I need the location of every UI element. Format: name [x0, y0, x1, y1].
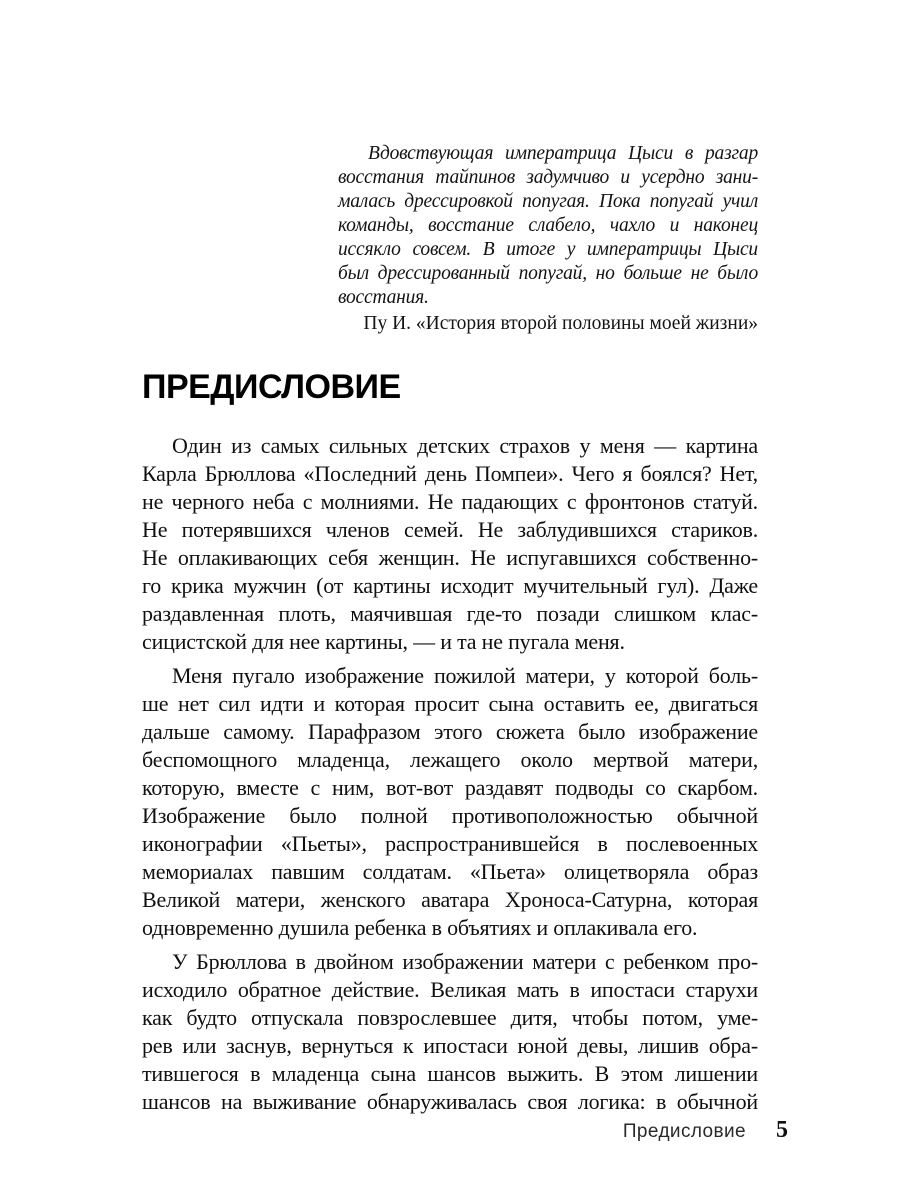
text-line: го крика мужчин (от картины исходит мучительный гул). Даже [142, 573, 758, 598]
body-text [142, 432, 758, 1116]
epigraph-line: иссякло совсем. В итоге у императрицы Цыси [338, 239, 758, 260]
epigraph-line: команды, восстание слабело, чахло и наконец [338, 215, 758, 236]
page-number: 5 [776, 1117, 788, 1143]
text-line: мемориалах павшим солдатам. «Пьета» олицетворяла образ [142, 859, 758, 884]
text-line: Один из самых сильных детских страхов у меня — картина [172, 433, 758, 458]
text-line: Не оплакивающих себя женщин. Не испугавшихся собственно- [142, 545, 758, 570]
paragraph [142, 432, 758, 656]
text-line: беспомощного младенца, лежащего около мертвой матери, [142, 747, 758, 772]
text-line: как будто отпускала повзрослевшее дитя, чтобы потом, уме- [142, 1005, 758, 1030]
text-line: Великой матери, женского аватара Хроноса-Сатурна, которая [142, 887, 758, 912]
page-footer [623, 1117, 788, 1144]
epigraph-line: восстания. [338, 287, 429, 308]
text-line: Карла Брюллова «Последний день Помпеи». Чего я боялся? Нет, [142, 461, 758, 486]
text-line: которую, вместе с ним, вот-вот раздавят подводы со скарбом. [142, 775, 758, 800]
text-line: сицистской для нее картины, — и та не пугала меня. [142, 629, 625, 654]
text-line: рев или заснув, вернуться к ипостаси юной девы, лишив обра- [142, 1033, 758, 1058]
text-line: У Брюллова в двойном изображении матери с ребенком про- [172, 949, 758, 974]
epigraph-line: Вдовствующая императрица Цыси в разгар [368, 143, 758, 164]
text-line: не черного неба с молниями. Не падающих с фронтонов статуй. [142, 489, 758, 514]
text-line: тившегося в младенца сына шансов выжить. В этом лишении [142, 1061, 758, 1086]
epigraph-line: восстания тайпинов задумчиво и усердно зани- [338, 167, 758, 188]
text-line: исходило обратное действие. Великая мать в ипостаси старухи [142, 977, 758, 1002]
text-line: раздавленная плоть, маячившая где-то позади слишком клас- [142, 601, 758, 626]
text-line: Изображение было полной противоположностью обычной [142, 803, 758, 828]
epigraph-line: был дрессированный попугай, но больше не было [338, 263, 758, 284]
text-line: Меня пугало изображение пожилой матери, у которой боль- [172, 663, 758, 688]
text-line: шансов на выживание обнаруживалась своя логика: в обычной [142, 1089, 758, 1114]
running-footer-title: Предисловие [622, 1121, 746, 1142]
chapter-title: ПРЕДИСЛОВИЕ [142, 368, 401, 406]
paragraph [142, 948, 758, 1116]
text-line: Не потерявшихся членов семей. Не заблудившихся стариков. [142, 517, 758, 542]
text-line: ше нет сил идти и которая просит сына оставить ее, двигаться [142, 691, 758, 716]
epigraph-attribution: Пу И. «История второй половины моей жизни» [363, 313, 758, 334]
epigraph-line: малась дрессировкой попугая. Пока попугай учил [338, 191, 758, 212]
paragraph [142, 662, 758, 942]
epigraph [338, 142, 758, 310]
text-line: иконографии «Пьеты», распространившейся в послевоенных [142, 831, 758, 856]
text-line: дальше самому. Парафразом этого сюжета было изображение [142, 719, 758, 744]
text-line: одновременно душила ребенка в объятиях и оплакивала его. [142, 915, 698, 940]
